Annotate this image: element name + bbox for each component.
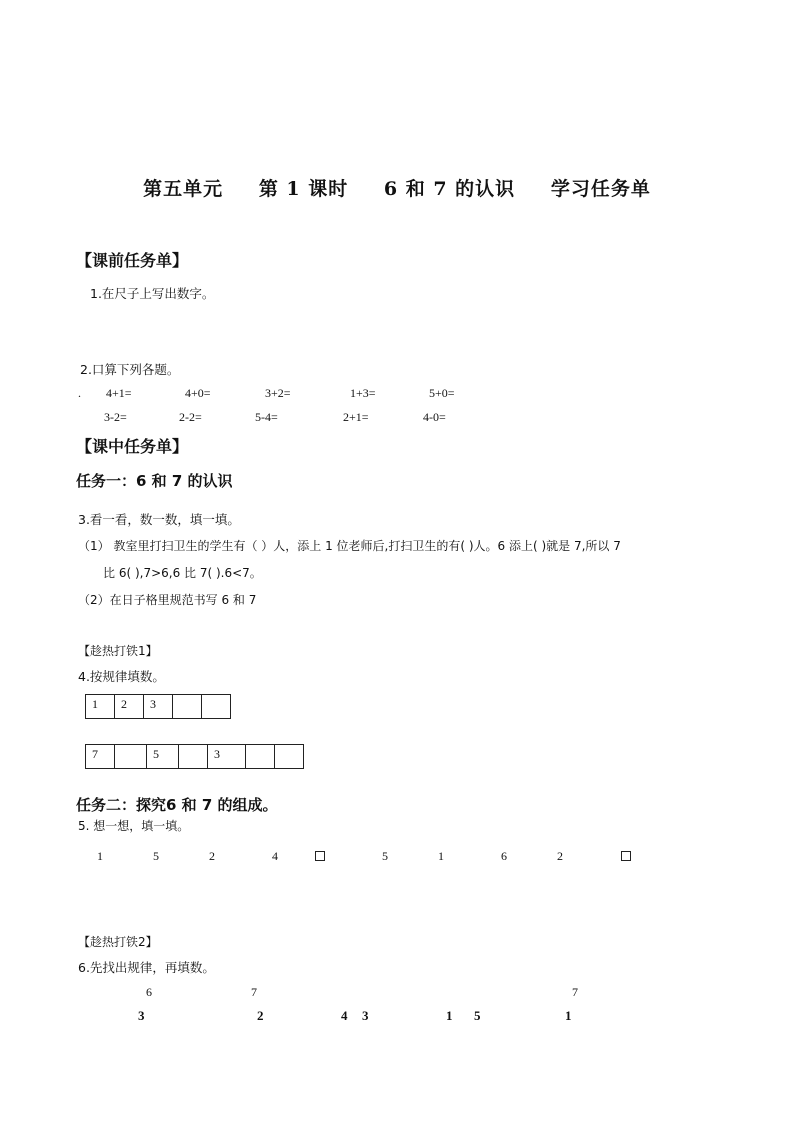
grid-cell[interactable]: 2 xyxy=(115,695,144,719)
pattern-top-number: 7 xyxy=(251,985,257,999)
calc-item: 4+1= xyxy=(106,386,132,400)
question-3-part-2: （2）在日子格里规范书写 6 和 7 xyxy=(78,593,257,607)
task-1-title: 任务一：6 和 7 的认识 xyxy=(76,472,233,490)
composition-number: 5 xyxy=(382,849,388,863)
pattern-bottom-number: 1 xyxy=(446,1008,453,1023)
grid-cell[interactable]: 5 xyxy=(147,745,179,769)
sequence-grid-1 xyxy=(85,694,231,719)
pattern-bottom-number: 3 xyxy=(138,1008,145,1023)
grid-cell[interactable] xyxy=(202,695,231,719)
title-type: 学习任务单 xyxy=(550,178,651,200)
question-3: 3.看一看，数一数，填一填。 xyxy=(78,512,240,527)
title-topic: 6 和 7 的认识 xyxy=(383,178,516,200)
composition-number: 5 xyxy=(153,849,159,863)
grid-cell[interactable]: 3 xyxy=(144,695,173,719)
answer-box[interactable] xyxy=(315,851,325,861)
pattern-top-number: 7 xyxy=(572,985,578,999)
composition-number: 2 xyxy=(209,849,215,863)
grid-cell[interactable]: 3 xyxy=(208,745,246,769)
calc-item: 3+2= xyxy=(265,386,291,400)
pattern-bottom-number: 3 xyxy=(362,1008,369,1023)
page-title xyxy=(0,174,794,201)
grid-cell[interactable] xyxy=(275,745,304,769)
pattern-bottom-number: 4 xyxy=(341,1008,348,1023)
grid-cell[interactable] xyxy=(115,745,147,769)
composition-number: 2 xyxy=(557,849,563,863)
question-3-part-1: （1） 教室里打扫卫生的学生有（ ）人，添上 1 位老师后,打扫卫生的有( )人。6 添上( )就是 7,所以 7 xyxy=(78,539,621,553)
question-5: 5. 想一想，填一填。 xyxy=(78,819,190,833)
composition-number: 1 xyxy=(438,849,444,863)
composition-number: 4 xyxy=(272,849,278,863)
title-unit: 第五单元 xyxy=(143,178,224,200)
question-1: 1.在尺子上写出数字。 xyxy=(90,286,215,301)
calc-item: 5+0= xyxy=(429,386,455,400)
practice-1-heading: 【趁热打铁1】 xyxy=(78,644,158,658)
question-2: 2.口算下列各题。 xyxy=(80,362,180,377)
grid-cell[interactable] xyxy=(173,695,202,719)
answer-box[interactable] xyxy=(621,851,631,861)
pattern-bottom-number: 2 xyxy=(257,1008,264,1023)
pattern-bottom-number: 5 xyxy=(474,1008,481,1023)
task-2-title: 任务二：探究6 和 7 的组成。 xyxy=(76,796,278,814)
calc-item: 1+3= xyxy=(350,386,376,400)
pattern-bottom-number: 1 xyxy=(565,1008,572,1023)
calc-item: 4+0= xyxy=(185,386,211,400)
pre-class-heading: 【课前任务单】 xyxy=(76,251,189,270)
calc-item: 4-0= xyxy=(423,410,446,424)
in-class-heading: 【课中任务单】 xyxy=(76,437,189,456)
grid-cell[interactable]: 1 xyxy=(86,695,115,719)
composition-number: 6 xyxy=(501,849,507,863)
sequence-grid-2 xyxy=(85,744,304,769)
calc-item: 2+1= xyxy=(343,410,369,424)
question-3-part-1-cont: 比 6( ),7>6,6 比 7( ).6<7。 xyxy=(103,566,262,580)
grid-cell[interactable] xyxy=(246,745,275,769)
practice-2-heading: 【趁热打铁2】 xyxy=(78,935,158,949)
calc-item: 5-4= xyxy=(255,410,278,424)
grid-cell[interactable]: 7 xyxy=(86,745,115,769)
calc-item: 2-2= xyxy=(179,410,202,424)
question-4: 4.按规律填数。 xyxy=(78,669,165,684)
stray-dot: . xyxy=(78,386,81,400)
pattern-top-number: 6 xyxy=(146,985,152,999)
grid-cell[interactable] xyxy=(179,745,208,769)
composition-number: 1 xyxy=(97,849,103,863)
question-6: 6.先找出规律，再填数。 xyxy=(78,960,215,975)
calc-item: 3-2= xyxy=(104,410,127,424)
title-lesson: 第 1 课时 xyxy=(258,178,349,200)
